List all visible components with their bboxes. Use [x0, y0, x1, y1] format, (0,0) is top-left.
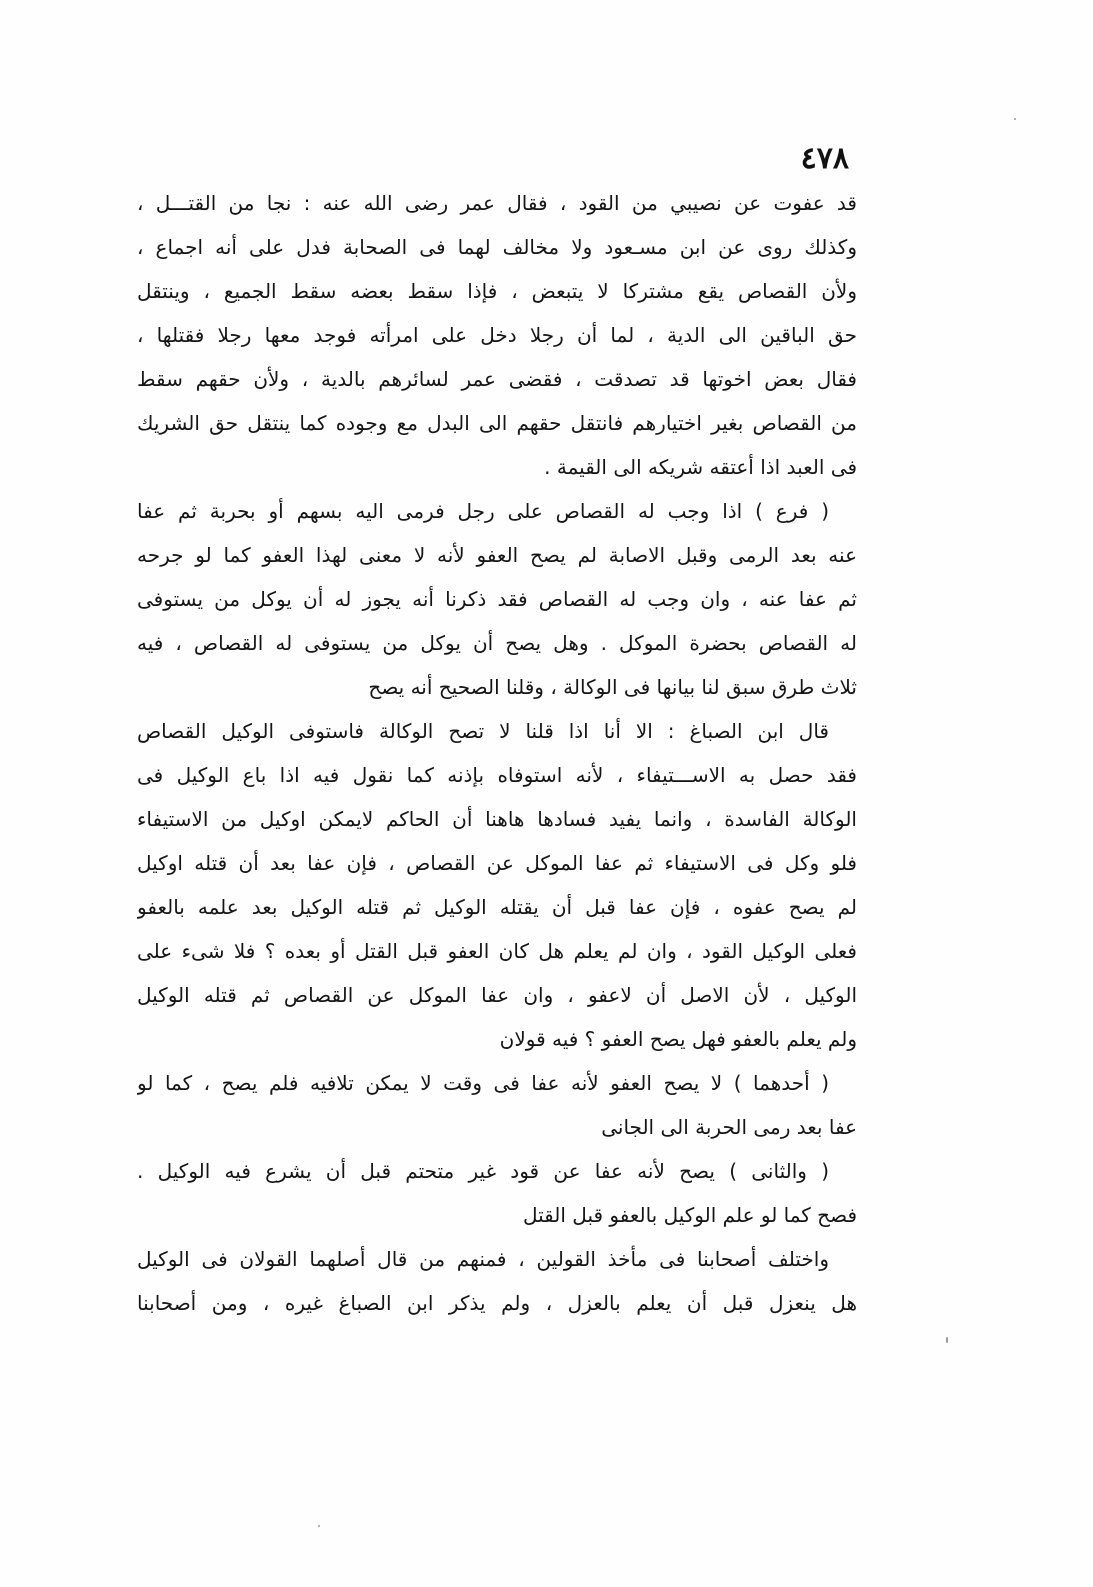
text-line: فعلى الوكيل القود ، وان لم يعلم هل كان العفو قبل القتل أو بعده ؟ فلا شىء على — [137, 939, 857, 963]
text-line: واختلف أصحابنا فى مأخذ القولين ، فمنهم من قال أصلهما القولان فى الوكيل — [137, 1247, 829, 1271]
text-line: ( أحدهما ) لا يصح العفو لأنه عفا فى وقت لا يمكن تلافيه فلم يصح ، كما لو — [137, 1071, 829, 1095]
text-line: ثلاث طرق سبق لنا بيانها فى الوكالة ، وقلنا الصحيح أنه يصح — [368, 675, 857, 699]
text-line: فقال بعض اخوتها قد تصدقت ، فقضى عمر لسائرهم بالدية ، ولأن حقهم سقط — [137, 367, 857, 391]
text-line: وكذلك روى عن ابن مسـعود ولا مخالف لهما فى الصحابة فدل على أنه اجماع ، — [137, 235, 857, 259]
text-line: ( والثانى ) يصح لأنه عفا عن قود غير متحتم قبل أن يشرع فيه الوكيل . — [137, 1159, 829, 1183]
text-line: الوكيل ، لأن الاصل أن لاعفو ، وان عفا الموكل عن القصاص ثم قتله الوكيل — [137, 983, 857, 1007]
scan-mark — [1014, 118, 1016, 120]
text-line: له القصاص بحضرة الموكل . وهل يصح أن يوكل من يستوفى له القصاص ، فيه — [137, 631, 857, 655]
page-number: ٤٧٨ — [800, 141, 849, 176]
text-line: فلو وكل فى الاستيفاء ثم عفا الموكل عن القصاص ، فإن عفا بعد أن قتله اوكيل — [137, 851, 857, 875]
scan-mark — [946, 1337, 948, 1343]
text-line: قال ابن الصباغ : الا أنا اذا قلنا لا تصح الوكالة فاستوفى الوكيل القصاص — [137, 719, 829, 743]
text-line: هل ينعزل قبل أن يعلم بالعزل ، ولم يذكر ابن الصباغ غيره ، ومن أصحابنا — [137, 1291, 857, 1315]
text-line: ولأن القصاص يقع مشتركا لا يتبعض ، فإذا سقط بعضه سقط الجميع ، وينتقل — [137, 279, 857, 303]
text-line: قد عفوت عن نصيبي من القود ، فقال عمر رضى الله عنه : نجا من القتـــل ، — [137, 191, 857, 215]
text-line: فى العبد اذا أعتقه شريكه الى القيمة . — [544, 455, 857, 479]
text-line: عنه بعد الرمى وقبل الاصابة لم يصح العفو لأنه لا معنى لهذا العفو كما لو جرحه — [137, 543, 857, 567]
text-line: الوكالة الفاسدة ، وانما يفيد فسادها هاهنا أن الحاكم لايمكن اوكيل من الاستيفاء — [137, 807, 857, 831]
text-line: لم يصح عفوه ، فإن عفا قبل أن يقتله الوكيل ثم قتله الوكيل بعد علمه بالعفو — [137, 895, 857, 919]
text-line: ولم يعلم بالعفو فهل يصح العفو ؟ فيه قولان — [499, 1027, 857, 1051]
text-line: فقد حصل به الاســـتيفاء ، لأنه استوفاه بإذنه كما نقول فيه اذا باع الوكيل فى — [137, 763, 857, 787]
text-line: ( فرع ) اذا وجب له القصاص على رجل فرمى اليه بسهم أو بحربة ثم عفا — [137, 499, 829, 523]
text-line: من القصاص بغير اختيارهم فانتقل حقهم الى البدل مع وجوده كما ينتقل حق الشريك — [137, 411, 857, 435]
text-line: ثم عفا عنه ، وان وجب له القصاص فقد ذكرنا أنه يجوز له أن يوكل من يستوفى — [137, 587, 857, 611]
text-line: فصح كما لو علم الوكيل بالعفو قبل القتل — [522, 1203, 857, 1227]
body-text — [137, 181, 857, 1325]
text-line: عفا بعد رمى الحربة الى الجانى — [601, 1115, 857, 1139]
scan-mark — [318, 1525, 320, 1527]
text-line: حق الباقين الى الدية ، لما أن رجلا دخل على امرأته فوجد معها رجلا فقتلها ، — [137, 323, 857, 347]
